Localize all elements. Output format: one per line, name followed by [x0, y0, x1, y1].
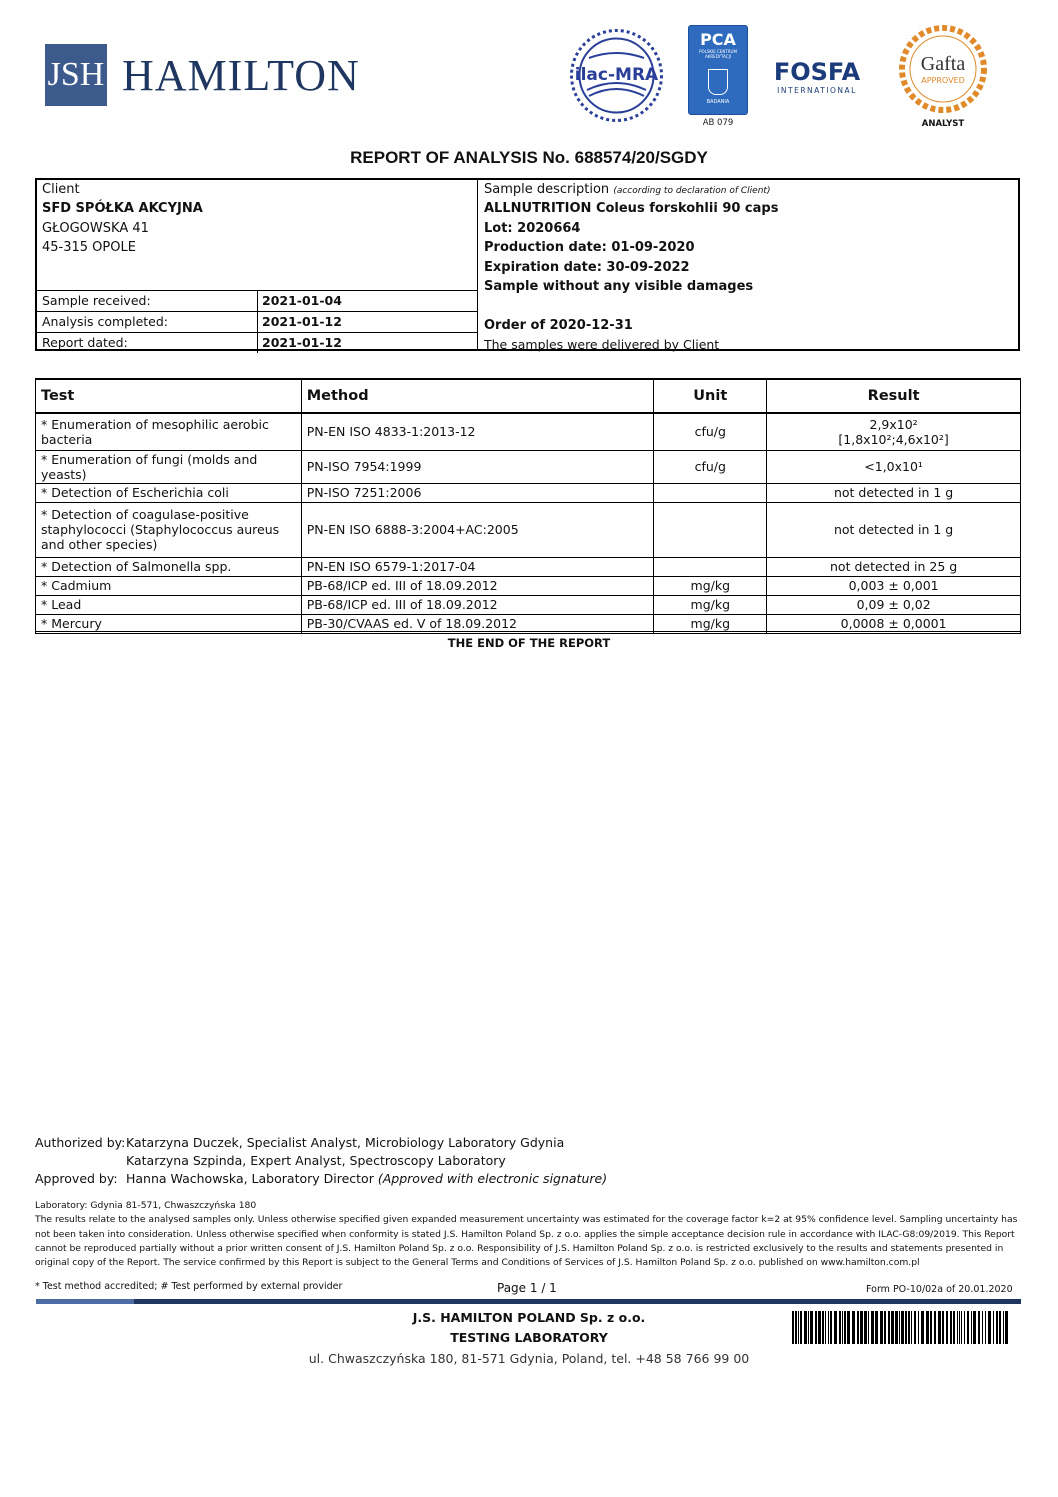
- cell-test: * Mercury: [36, 614, 302, 633]
- svg-text:APPROVED: APPROVED: [921, 76, 965, 85]
- barcode: [792, 1311, 1011, 1344]
- barcode-bar: [953, 1311, 955, 1344]
- sample-product: ALLNUTRITION Coleus forskohlii 90 caps: [484, 201, 779, 216]
- barcode-bar: [822, 1311, 824, 1344]
- client-city: 45-315 OPOLE: [42, 240, 136, 255]
- barcode-bar: [1005, 1311, 1008, 1344]
- barcode-bar: [800, 1311, 802, 1344]
- barcode-bar: [810, 1311, 813, 1344]
- table-row: [36, 595, 1021, 614]
- table-row: [36, 502, 1021, 557]
- end-divider: [35, 631, 1021, 632]
- barcode-bar: [961, 1311, 962, 1344]
- barcode-bar: [891, 1311, 894, 1344]
- cell-unit: mg/kg: [654, 576, 767, 595]
- end-of-report: THE END OF THE REPORT: [447, 636, 611, 650]
- barcode-bar: [967, 1311, 969, 1344]
- form-number: Form PO-10/02a of 20.01.2020: [866, 1284, 1013, 1295]
- barcode-bar: [857, 1311, 859, 1344]
- barcode-bar: [842, 1311, 843, 1344]
- barcode-bar: [999, 1311, 1001, 1344]
- cell-test: * Detection of Escherichia coli: [36, 483, 302, 502]
- cell-test: * Cadmium: [36, 576, 302, 595]
- barcode-bar: [918, 1311, 919, 1344]
- table-row: [36, 576, 1021, 595]
- legal-notes: [35, 1199, 1020, 1270]
- sample-lot: Lot: 2020664: [484, 221, 581, 236]
- cell-unit: [654, 557, 767, 576]
- barcode-bar: [914, 1311, 916, 1344]
- cell-method: PN-ISO 7954:1999: [301, 450, 654, 483]
- date-label: Analysis completed:: [42, 314, 169, 329]
- cell-result: 0,09 ± 0,02: [767, 595, 1021, 614]
- barcode-bar: [985, 1311, 986, 1344]
- barcode-bar: [808, 1311, 809, 1344]
- gafta-logo: [898, 25, 988, 130]
- sample-production: Production date: 01-09-2020: [484, 240, 695, 255]
- barcode-bar: [911, 1311, 912, 1344]
- cell-unit: cfu/g: [654, 413, 767, 450]
- cell-method: PB-68/ICP ed. III of 18.09.2012: [301, 595, 654, 614]
- barcode-bar: [899, 1311, 900, 1344]
- cell-unit: mg/kg: [654, 595, 767, 614]
- date-label: Sample received:: [42, 293, 151, 308]
- barcode-bar: [795, 1311, 797, 1344]
- cell-result: 0,003 ± 0,001: [767, 576, 1021, 595]
- barcode-bar: [957, 1311, 958, 1344]
- report-title: REPORT OF ANALYSIS No. 688574/20/SGDY: [350, 148, 708, 167]
- hamilton-logo-name: HAMILTON: [122, 51, 360, 100]
- cell-method: PN-EN ISO 6888-3:2004+AC:2005: [301, 502, 654, 557]
- cell-result: 0,0008 ± 0,0001: [767, 614, 1021, 633]
- barcode-bar: [804, 1311, 807, 1344]
- pca-caption: AB 079: [702, 118, 734, 128]
- cell-result: not detected in 1 g: [767, 502, 1021, 557]
- barcode-bar: [959, 1311, 960, 1344]
- pca-logo: PCA POLSKIE CENTRUM AKREDYTACJI BADANIA AB 079: [688, 25, 748, 128]
- barcode-bar: [938, 1311, 941, 1344]
- pca-label: PCA: [700, 30, 736, 49]
- client-street: GŁOGOWSKA 41: [42, 221, 149, 236]
- barcode-bar: [875, 1311, 878, 1344]
- barcode-bar: [973, 1311, 976, 1344]
- cell-method: PN-EN ISO 4833-1:2013-12: [301, 413, 654, 450]
- footer-bar-accent: [36, 1299, 134, 1304]
- cell-test: * Detection of coagulase-positive staphylococci (Staphylococcus aureus and other species): [36, 502, 302, 557]
- barcode-bar: [847, 1311, 850, 1344]
- barcode-bar: [971, 1311, 972, 1344]
- cell-result: [767, 413, 1021, 450]
- sample-label-line: [484, 182, 770, 197]
- cell-result: not detected in 25 g: [767, 557, 1021, 576]
- table-row: [36, 557, 1021, 576]
- page-number: Page 1 / 1: [497, 1281, 557, 1295]
- authorized-label: Authorized by:: [35, 1135, 126, 1150]
- date-row-completed: [37, 311, 477, 332]
- cell-test: * Enumeration of fungi (molds and yeasts): [36, 450, 302, 483]
- cell-unit: mg/kg: [654, 614, 767, 633]
- result-interval: [1,8x10²;4,6x10²]: [838, 431, 949, 447]
- laboratory-address: Laboratory: Gdynia 81-571, Chwaszczyńska 180: [35, 1200, 257, 1211]
- header-test: Test: [36, 379, 302, 413]
- sample-expiration: Expiration date: 30-09-2022: [484, 260, 690, 275]
- barcode-bar: [888, 1311, 890, 1344]
- barcode-bar: [868, 1311, 869, 1344]
- svg-text:ilac-MRA: ilac-MRA: [574, 65, 659, 85]
- client-label: Client: [42, 182, 80, 197]
- fosfa-logo: FOSFA INTERNATIONAL: [773, 58, 861, 95]
- cell-test: * Lead: [36, 595, 302, 614]
- barcode-bar: [964, 1311, 965, 1344]
- table-header-row: [36, 379, 1021, 413]
- result-value: 2,9x10²: [869, 416, 918, 432]
- date-value: 2021-01-12: [257, 333, 342, 353]
- barcode-bar: [798, 1311, 799, 1344]
- barcode-bar: [905, 1311, 907, 1344]
- barcode-bar: [1003, 1311, 1004, 1344]
- barcode-bar: [828, 1311, 829, 1344]
- header-method: Method: [301, 379, 654, 413]
- cell-method: PN-ISO 7251:2006: [301, 483, 654, 502]
- barcode-bar: [946, 1311, 948, 1344]
- barcode-bar: [926, 1311, 929, 1344]
- barcode-bar: [880, 1311, 883, 1344]
- cell-method: PB-68/ICP ed. III of 18.09.2012: [301, 576, 654, 595]
- authorization-block: [35, 1134, 607, 1188]
- cell-unit: [654, 483, 767, 502]
- footer-bar: [134, 1299, 1021, 1304]
- barcode-bar: [930, 1311, 932, 1344]
- barcode-bar: [921, 1311, 924, 1344]
- authorized-person-2: Katarzyna Szpinda, Expert Analyst, Spectroscopy Laboratory: [126, 1153, 506, 1168]
- barcode-bar: [864, 1311, 867, 1344]
- footer-legend: * Test method accredited; # Test performed by external provider: [35, 1281, 343, 1292]
- barcode-bar: [996, 1311, 998, 1344]
- disclaimer-text: The results relate to the analysed samples only. Unless otherwise specified given expanded measurement uncertainty was estimated for the coverage factor k=2 at 95% confidence level. Sampling uncertainty has not been taken into consideration. Unless otherwise specified when conformity is stated J.S. Hamilton Poland Sp. z o.o. applies the simple acceptance decision rule in accordance with ILAC-G8:09/2019. This Report cannot be reproduced partially without a prior written consent of J.S. Hamilton Poland Sp. z o.o. Responsibility of J.S. Hamilton Poland Sp. z o.o. is restricted exclusively to the results and statements presented in original copy of the Report. The service confirmed by this Report is subject to the General Terms and Conditions of Services of J.S. Hamilton Poland Sp. z o.o. published on www.hamilton.com.pl: [35, 1214, 1018, 1269]
- barcode-bar: [844, 1311, 846, 1344]
- table-row: [36, 413, 1021, 450]
- date-label: Report dated:: [42, 335, 128, 350]
- barcode-bar: [860, 1311, 863, 1344]
- sample-order: Order of 2020-12-31: [484, 318, 633, 333]
- cell-result: not detected in 1 g: [767, 483, 1021, 502]
- barcode-bar: [993, 1311, 994, 1344]
- barcode-bar: [982, 1311, 983, 1344]
- barcode-bar: [839, 1311, 841, 1344]
- client-name: SFD SPÓŁKA AKCYJNA: [42, 201, 203, 216]
- info-box: [35, 178, 1020, 351]
- barcode-bar: [950, 1311, 952, 1344]
- barcode-bar: [830, 1311, 832, 1344]
- svg-text:Gafta: Gafta: [920, 53, 966, 75]
- gafta-caption: ANALYST: [921, 119, 965, 129]
- cell-test: * Enumeration of mesophilic aerobic bacteria: [36, 413, 302, 450]
- barcode-bar: [884, 1311, 886, 1344]
- barcode-bar: [834, 1311, 837, 1344]
- date-row-dated: [37, 332, 477, 353]
- cell-unit: cfu/g: [654, 450, 767, 483]
- date-value: 2021-01-12: [257, 312, 342, 332]
- barcode-bar: [871, 1311, 874, 1344]
- barcode-bar: [792, 1311, 794, 1344]
- approved-label: Approved by:: [35, 1171, 118, 1186]
- approved-person: Hanna Wachowska, Laboratory Director: [126, 1171, 374, 1186]
- barcode-bar: [815, 1311, 817, 1344]
- approved-note: (Approved with electronic signature): [377, 1171, 608, 1186]
- results-table: [35, 378, 1021, 634]
- barcode-bar: [942, 1311, 944, 1344]
- authorized-person-1: Katarzyna Duczek, Specialist Analyst, Microbiology Laboratory Gdynia: [126, 1135, 565, 1150]
- sample-label: Sample description: [484, 182, 610, 197]
- header-unit: Unit: [654, 379, 767, 413]
- barcode-bar: [978, 1311, 980, 1344]
- barcode-bar: [901, 1311, 904, 1344]
- sample-condition: Sample without any visible damages: [484, 279, 754, 294]
- barcode-bar: [818, 1311, 821, 1344]
- lab-name: TESTING LABORATORY: [450, 1330, 608, 1345]
- barcode-bar: [852, 1311, 855, 1344]
- table-row: [36, 450, 1021, 483]
- date-row-received: [37, 290, 477, 311]
- cell-unit: [654, 502, 767, 557]
- table-row: [36, 483, 1021, 502]
- company-name: J.S. HAMILTON POLAND Sp. z o.o.: [412, 1310, 646, 1325]
- cell-method: PB-30/CVAAS ed. V of 18.09.2012: [301, 614, 654, 633]
- barcode-bar: [895, 1311, 898, 1344]
- cell-result: <1,0x10¹: [767, 450, 1021, 483]
- date-value: 2021-01-04: [257, 291, 342, 311]
- cell-test: * Detection of Salmonella spp.: [36, 557, 302, 576]
- barcode-bar: [988, 1311, 991, 1344]
- barcode-bar: [908, 1311, 910, 1344]
- sample-label-note: (according to declaration of Client): [613, 186, 771, 196]
- header-result: Result: [767, 379, 1021, 413]
- barcode-bar: [825, 1311, 826, 1344]
- barcode-bar: [934, 1311, 936, 1344]
- company-address: ul. Chwaszczyńska 180, 81-571 Gdynia, Poland, tel. +48 58 766 99 00: [308, 1351, 750, 1366]
- ilac-mra-logo: [569, 28, 664, 123]
- sample-delivery: The samples were delivered by Client: [484, 337, 720, 352]
- cell-method: PN-EN ISO 6579-1:2017-04: [301, 557, 654, 576]
- hamilton-logo-mark: JSH: [45, 44, 107, 106]
